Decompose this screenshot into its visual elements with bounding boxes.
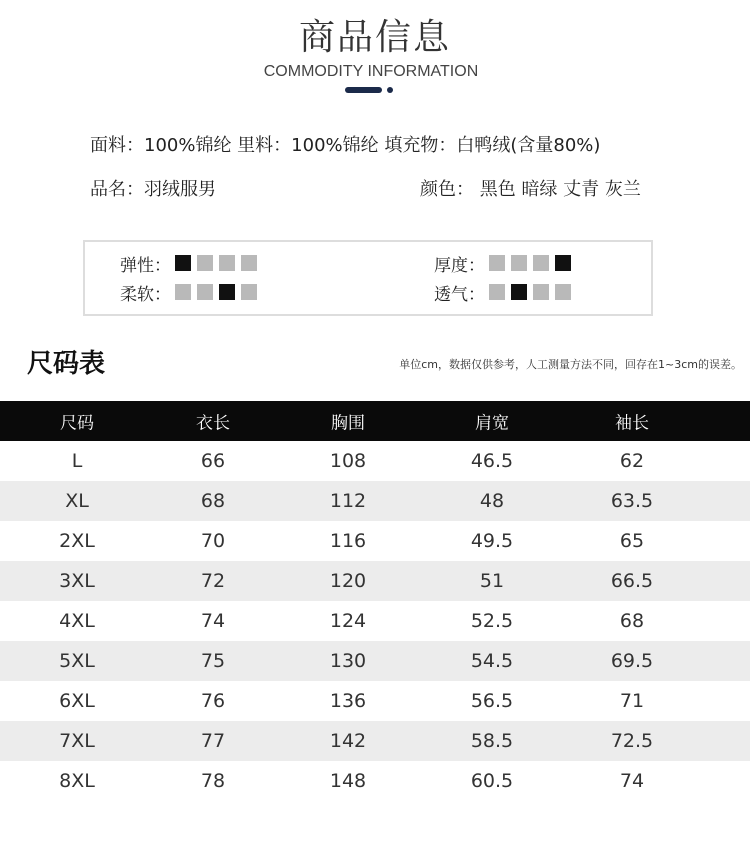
rating-thickness — [434, 253, 577, 276]
table-cell: 3XL — [59, 570, 95, 592]
page-subtitle: COMMODITY INFORMATION — [263, 63, 479, 80]
table-cell: 56.5 — [470, 690, 514, 712]
rating-square — [511, 255, 527, 271]
table-cell: 112 — [329, 490, 367, 512]
table-cell: 74 — [619, 770, 645, 792]
material-info: 面料：100%锦纶 里料：100%锦纶 填充物：白鸭绒(含量80%) — [90, 135, 601, 156]
table-cell: 72 — [200, 570, 226, 592]
table-row — [0, 441, 750, 481]
rating-label: 透气： — [434, 284, 485, 305]
column-header: 袖长 — [615, 413, 649, 434]
table-row — [0, 521, 750, 561]
size-chart-title: 尺码表 — [27, 349, 106, 379]
table-cell: 76 — [200, 690, 226, 712]
table-cell: 78 — [200, 770, 226, 792]
table-cell: 68 — [619, 610, 645, 632]
table-cell: 2XL — [59, 530, 95, 552]
rating-scale — [489, 255, 577, 271]
column-header: 胸围 — [331, 413, 365, 434]
table-cell: 71 — [619, 690, 645, 712]
table-cell: 108 — [329, 450, 367, 472]
rating-square — [197, 284, 213, 300]
rating-square-active — [555, 255, 571, 271]
rating-label: 柔软： — [120, 284, 171, 305]
table-cell: 130 — [329, 650, 367, 672]
rating-square — [241, 255, 257, 271]
table-row — [0, 561, 750, 601]
rating-square — [175, 284, 191, 300]
table-cell: 51 — [479, 570, 505, 592]
table-cell: 52.5 — [470, 610, 514, 632]
table-cell: 77 — [200, 730, 226, 752]
table-cell: 74 — [200, 610, 226, 632]
table-cell: 116 — [329, 530, 367, 552]
rating-square — [555, 284, 571, 300]
rating-square — [533, 284, 549, 300]
rating-square — [241, 284, 257, 300]
title-decoration-pill — [345, 87, 382, 93]
table-cell: 62 — [619, 450, 645, 472]
rating-square — [489, 255, 505, 271]
table-cell: 70 — [200, 530, 226, 552]
table-cell: 68 — [200, 490, 226, 512]
table-cell: 124 — [329, 610, 367, 632]
rating-scale — [489, 284, 577, 300]
table-cell: 142 — [329, 730, 367, 752]
table-cell: 5XL — [59, 650, 95, 672]
table-cell: 46.5 — [470, 450, 514, 472]
table-cell: 120 — [329, 570, 367, 592]
table-cell: 66 — [200, 450, 226, 472]
rating-square-active — [219, 284, 235, 300]
table-header — [0, 401, 750, 441]
table-cell: 48 — [479, 490, 505, 512]
table-body — [0, 441, 750, 801]
color-info: 颜色： 黑色 暗绿 丈青 灰兰 — [420, 179, 641, 200]
column-header: 衣长 — [196, 413, 230, 434]
table-row — [0, 761, 750, 801]
rating-scale — [175, 255, 263, 271]
rating-scale — [175, 284, 263, 300]
table-cell: 7XL — [59, 730, 95, 752]
table-row — [0, 601, 750, 641]
rating-elasticity — [120, 253, 263, 276]
table-cell: 49.5 — [470, 530, 514, 552]
table-row — [0, 481, 750, 521]
rating-square-active — [175, 255, 191, 271]
table-cell: 60.5 — [470, 770, 514, 792]
rating-square — [197, 255, 213, 271]
table-row — [0, 681, 750, 721]
rating-square — [489, 284, 505, 300]
table-cell: 4XL — [59, 610, 95, 632]
rating-square — [219, 255, 235, 271]
size-table — [0, 401, 750, 801]
rating-square — [533, 255, 549, 271]
table-row — [0, 721, 750, 761]
table-cell: 63.5 — [610, 490, 654, 512]
rating-softness — [120, 282, 263, 305]
rating-square-active — [511, 284, 527, 300]
table-cell: 6XL — [59, 690, 95, 712]
column-header: 尺码 — [60, 413, 94, 434]
table-cell: 72.5 — [610, 730, 654, 752]
table-cell: 66.5 — [610, 570, 654, 592]
table-cell: 54.5 — [470, 650, 514, 672]
table-cell: 58.5 — [470, 730, 514, 752]
column-header: 肩宽 — [475, 413, 509, 434]
page-title: 商品信息 — [298, 17, 451, 58]
table-cell: 69.5 — [610, 650, 654, 672]
table-cell: XL — [65, 490, 89, 512]
rating-breathability — [434, 282, 577, 305]
size-chart-note: 单位cm，数据仅供参考，人工测量方法不同，回存在1~3cm的误差。 — [399, 358, 742, 371]
title-decoration-dot — [387, 87, 393, 93]
product-name-info: 品名：羽绒服男 — [90, 179, 216, 200]
table-cell: 65 — [619, 530, 645, 552]
rating-label: 弹性： — [120, 255, 171, 276]
table-cell: 136 — [329, 690, 367, 712]
table-cell: 8XL — [59, 770, 95, 792]
table-cell: L — [71, 450, 83, 472]
table-cell: 75 — [200, 650, 226, 672]
rating-label: 厚度： — [434, 255, 485, 276]
table-cell: 148 — [329, 770, 367, 792]
table-row — [0, 641, 750, 681]
